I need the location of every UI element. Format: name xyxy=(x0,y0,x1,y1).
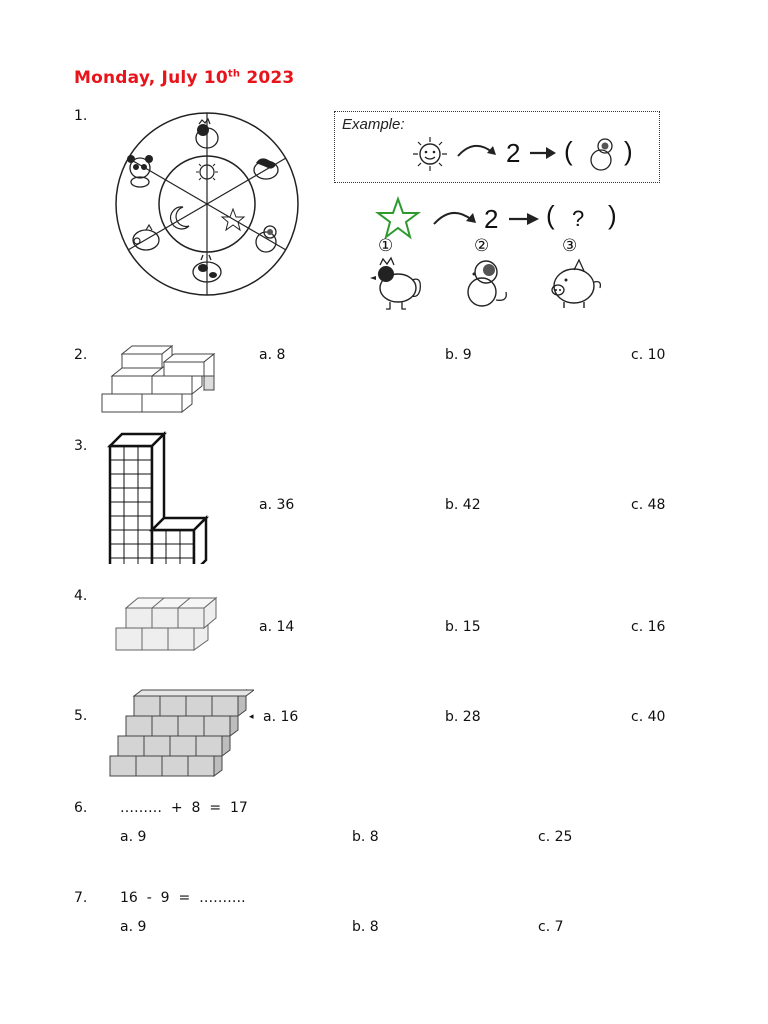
q7-option-b[interactable]: b. 8 xyxy=(352,919,379,935)
example-arrow-icon xyxy=(528,145,558,161)
q2-option-a[interactable]: a. 8 xyxy=(259,347,286,363)
q6-option-c[interactable]: c. 25 xyxy=(538,829,573,845)
q2-number: 2. xyxy=(74,347,88,363)
date-text: Monday, July 10 xyxy=(74,68,228,88)
q7-number: 7. xyxy=(74,890,88,906)
q1-number: 1. xyxy=(74,108,88,124)
q2-option-b[interactable]: b. 9 xyxy=(445,347,472,363)
q6-option-a[interactable]: a. 9 xyxy=(120,829,147,845)
choice-pig-icon[interactable] xyxy=(544,256,604,312)
example-label: Example: xyxy=(342,116,405,133)
example-open-paren: ( xyxy=(564,136,573,166)
example-curved-arrow-icon xyxy=(456,140,500,160)
q6-option-b[interactable]: b. 8 xyxy=(352,829,379,845)
q7-equation: 16 - 9 = ………. xyxy=(120,890,246,906)
q5-option-a[interactable]: a. 16 xyxy=(263,709,299,725)
q6-number: 6. xyxy=(74,800,88,816)
question-arrow-icon xyxy=(507,211,541,227)
animal-wheel xyxy=(106,112,308,296)
choice-mouse-icon[interactable] xyxy=(456,256,512,312)
choice-label-1: ① xyxy=(378,236,394,256)
q4-blocks-figure xyxy=(112,588,222,654)
question-result: 2 xyxy=(484,204,499,234)
q5-option-b[interactable]: b. 28 xyxy=(445,709,481,725)
example-mouse-icon xyxy=(585,134,619,174)
q5-option-c[interactable]: c. 40 xyxy=(631,709,666,725)
choice-label-2: ② xyxy=(474,236,490,256)
example-result: 2 xyxy=(506,138,521,168)
q2-blocks-figure xyxy=(100,340,220,414)
question-star-icon xyxy=(374,196,422,240)
example-close-paren: ) xyxy=(624,136,633,166)
date-year: 2023 xyxy=(246,68,295,88)
example-sun-icon xyxy=(410,134,450,174)
q3-option-b[interactable]: b. 42 xyxy=(445,497,481,513)
question-mark: ? xyxy=(572,206,585,231)
q2-option-c[interactable]: c. 10 xyxy=(631,347,666,363)
q5-blocks-figure xyxy=(106,678,254,780)
q3-option-c[interactable]: c. 48 xyxy=(631,497,666,513)
page-title xyxy=(74,68,294,88)
q4-option-b[interactable]: b. 15 xyxy=(445,619,481,635)
q7-option-c[interactable]: c. 7 xyxy=(538,919,564,935)
question-close-paren: ) xyxy=(608,200,617,230)
q5-number: 5. xyxy=(74,708,88,724)
q4-option-a[interactable]: a. 14 xyxy=(259,619,295,635)
question-open-paren: ( xyxy=(546,200,555,230)
choice-rooster-icon[interactable] xyxy=(364,256,426,312)
date-suffix: th xyxy=(227,68,241,80)
q3-number: 3. xyxy=(74,438,88,454)
q4-number: 4. xyxy=(74,588,88,604)
q4-option-c[interactable]: c. 16 xyxy=(631,619,666,635)
choice-label-3: ③ xyxy=(562,236,578,256)
pointer-mark: ◂ xyxy=(249,712,254,722)
q3-blocks-figure xyxy=(106,430,224,564)
q6-equation: ……… + 8 = 17 xyxy=(120,800,248,816)
question-curved-arrow-icon xyxy=(432,206,480,228)
q7-option-a[interactable]: a. 9 xyxy=(120,919,147,935)
q3-option-a[interactable]: a. 36 xyxy=(259,497,295,513)
